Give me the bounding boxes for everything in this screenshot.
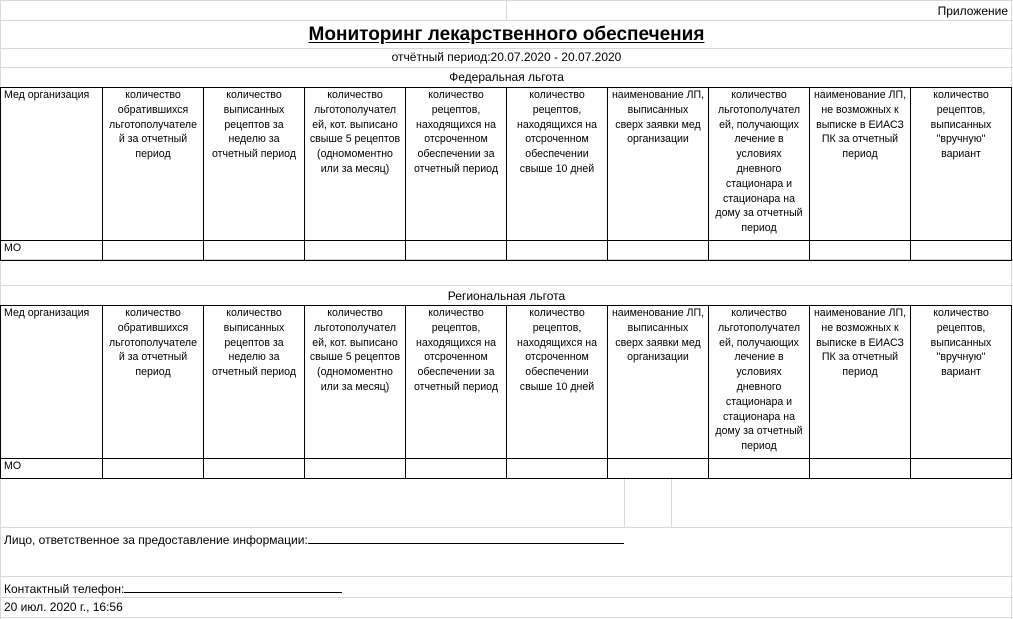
column-header-line: льготополучател: [313, 103, 397, 116]
column-header-line: льготополучателе: [108, 336, 197, 349]
data-cell[interactable]: [103, 241, 203, 260]
column-header-line: находящихся на: [415, 118, 497, 131]
column-header-line: сверх заявки мед: [615, 118, 701, 131]
column-header: [608, 306, 708, 365]
column-header-line: отчетный период: [413, 380, 499, 393]
column-header-line: не возможных к: [821, 103, 899, 116]
column-header-line: свыше 5 рецептов: [309, 351, 401, 364]
row-label: МО: [4, 242, 22, 254]
data-cell[interactable]: [305, 241, 405, 260]
column-header-line: не возможных к: [821, 321, 899, 334]
column-header-line: находящихся на: [516, 118, 598, 131]
column-header-line: период: [842, 148, 878, 161]
column-header: [305, 88, 405, 177]
column-header-line: й за отчетный: [118, 133, 188, 146]
appendix-label: Приложение: [937, 4, 1008, 18]
column-header-line: отсроченном: [525, 351, 589, 364]
column-header-line: свыше 5 рецептов: [309, 133, 401, 146]
column-header-line: обеспечении: [525, 366, 589, 379]
column-header-line: наименование ЛП,: [813, 89, 907, 101]
column-header-line: рецептов,: [532, 103, 582, 116]
column-header: [709, 306, 809, 454]
column-header-line: количество: [327, 89, 383, 101]
column-header-line: отчетный период: [211, 366, 297, 379]
column-header-line: выписанных: [627, 103, 689, 116]
timestamp: 20 июл. 2020 г., 16:56: [4, 600, 123, 614]
column-header: [1, 88, 102, 103]
table-border: [0, 87, 1, 261]
column-header-line: или за месяц): [320, 162, 390, 175]
data-cell[interactable]: [204, 459, 304, 478]
column-header-line: количество: [933, 89, 989, 101]
data-cell[interactable]: [810, 241, 910, 260]
column-header-line: свыше 10 дней: [519, 380, 595, 393]
page-title: Мониторинг лекарственного обеспечения: [308, 24, 705, 45]
column-header-line: количество: [226, 89, 282, 101]
data-cell[interactable]: [810, 459, 910, 478]
column-header-line: находящихся на: [516, 336, 598, 349]
column-header-line: рецептов,: [532, 321, 582, 334]
report-period: отчётный период:20.07.2020 - 20.07.2020: [391, 50, 622, 64]
column-header-line: отчетный период: [413, 162, 499, 175]
row-label: МО: [4, 460, 22, 472]
column-header-line: (одномоментно: [317, 366, 393, 379]
column-header-line: количество: [933, 307, 989, 319]
column-header-line: организации: [627, 133, 689, 146]
column-header-line: обеспечении: [525, 148, 589, 161]
column-header: [608, 88, 708, 147]
column-header-line: ей, кот. выписано: [312, 118, 398, 131]
column-header-line: й за отчетный: [118, 351, 188, 364]
column-header-line: количество: [226, 307, 282, 319]
column-header-line: дневного: [736, 162, 782, 175]
column-header-line: обеспечении за: [417, 148, 495, 161]
column-header-line: ей, получающих: [719, 336, 799, 349]
column-header: [204, 88, 304, 162]
responsible-blank: [308, 531, 624, 544]
column-header-line: "вручную": [936, 351, 986, 364]
column-header: [507, 306, 607, 395]
data-cell[interactable]: [507, 241, 607, 260]
phone-blank: [124, 580, 342, 593]
responsible-label: Лицо, ответственное за предоставление информации:: [4, 533, 308, 547]
column-header-line: количество: [327, 307, 383, 319]
federal-section-title: Федеральная льгота: [449, 70, 564, 84]
data-cell[interactable]: [709, 459, 809, 478]
column-header-line: лечение в: [734, 133, 784, 146]
column-header-line: рецептов за: [224, 336, 284, 349]
column-header-line: условиях: [736, 366, 782, 379]
column-header-line: дому за отчетный: [715, 207, 803, 220]
column-header-line: выписанных: [627, 321, 689, 334]
column-header: [305, 306, 405, 395]
column-header-line: обеспечении за: [417, 366, 495, 379]
column-header: [810, 88, 910, 162]
table-border: [1011, 87, 1012, 261]
column-header-line: организации: [627, 351, 689, 364]
column-header-line: количество: [125, 89, 181, 101]
column-header-line: отсроченном: [424, 351, 488, 364]
column-header-line: рецептов,: [936, 321, 986, 334]
column-header-line: период: [741, 440, 777, 453]
data-cell[interactable]: [608, 459, 708, 478]
column-header-line: период: [135, 148, 171, 161]
column-header-line: неделю за: [228, 133, 280, 146]
column-header-line: неделю за: [228, 351, 280, 364]
column-header-line: или за месяц): [320, 380, 390, 393]
data-cell[interactable]: [406, 459, 506, 478]
data-cell[interactable]: [911, 241, 1011, 260]
column-header-line: период: [135, 366, 171, 379]
column-header-line: рецептов,: [936, 103, 986, 116]
column-header-line: "вручную": [936, 133, 986, 146]
data-cell[interactable]: [709, 241, 809, 260]
column-header-line: выписанных: [223, 321, 285, 334]
column-header-line: находящихся на: [415, 336, 497, 349]
column-header-line: количество: [731, 89, 787, 101]
column-header-line: ПК за отчетный: [821, 133, 899, 146]
column-header-line: ей, получающих: [719, 118, 799, 131]
table-border: [0, 305, 1, 479]
column-header: [406, 306, 506, 395]
column-header-line: лечение в: [734, 351, 784, 364]
column-header-line: рецептов,: [431, 103, 481, 116]
column-header: [709, 88, 809, 236]
column-header: [406, 88, 506, 177]
phone-field: [4, 580, 342, 596]
data-cell[interactable]: [507, 459, 607, 478]
column-header-line: количество: [428, 89, 484, 101]
column-header-line: выписке в ЕИАСЗ: [816, 118, 904, 131]
column-header-line: стационара и: [725, 177, 793, 190]
data-cell[interactable]: [911, 459, 1011, 478]
column-header-line: сверх заявки мед: [615, 336, 701, 349]
regional-section-title: Региональная льгота: [447, 289, 566, 303]
phone-label: Контактный телефон:: [4, 582, 125, 596]
responsible-person-field: [4, 531, 624, 547]
data-cell[interactable]: [204, 241, 304, 260]
column-header-line: стационара на: [722, 410, 795, 423]
table-border: [1011, 305, 1012, 479]
column-header-line: количество: [529, 89, 585, 101]
column-header-line: свыше 10 дней: [519, 162, 595, 175]
column-header-line: выписке в ЕИАСЗ: [816, 336, 904, 349]
column-header-line: льготополучателе: [108, 118, 197, 131]
column-header-line: обратившихся: [117, 321, 189, 334]
column-header-line: (одномоментно: [317, 148, 393, 161]
column-header-line: льготополучател: [313, 321, 397, 334]
column-header: [507, 88, 607, 177]
column-header: [103, 88, 203, 162]
column-header-line: отчетный период: [211, 148, 297, 161]
column-header-line: количество: [529, 307, 585, 319]
column-header-line: льготополучател: [717, 321, 801, 334]
column-header-line: рецептов,: [431, 321, 481, 334]
column-header-line: дому за отчетный: [715, 425, 803, 438]
column-header-line: вариант: [941, 148, 981, 161]
column-header-line: льготополучател: [717, 103, 801, 116]
data-cell[interactable]: [608, 241, 708, 260]
column-header-line: период: [741, 222, 777, 235]
column-header-line: количество: [428, 307, 484, 319]
column-header-line: дневного: [736, 380, 782, 393]
data-cell[interactable]: [103, 459, 203, 478]
column-header-line: наименование ЛП,: [813, 307, 907, 319]
data-cell[interactable]: [305, 459, 405, 478]
column-header-line: период: [842, 366, 878, 379]
column-header-line: вариант: [941, 366, 981, 379]
column-header-line: количество: [125, 307, 181, 319]
column-header-line: обратившихся: [117, 103, 189, 116]
column-header-line: количество: [731, 307, 787, 319]
column-header-line: наименование ЛП,: [611, 89, 705, 101]
column-header-line: ей, кот. выписано: [312, 336, 398, 349]
column-header-line: выписанных: [223, 103, 285, 116]
column-header-line: стационара на: [722, 192, 795, 205]
column-header: [810, 306, 910, 380]
column-header-line: выписанных: [930, 118, 992, 131]
data-cell[interactable]: [406, 241, 506, 260]
column-header: [911, 306, 1011, 380]
column-header-line: условиях: [736, 148, 782, 161]
column-header: [1, 306, 102, 321]
column-header-line: Мед организация: [4, 89, 90, 101]
column-header-line: ПК за отчетный: [821, 351, 899, 364]
column-header: [204, 306, 304, 380]
column-header-line: наименование ЛП,: [611, 307, 705, 319]
column-header-line: выписанных: [930, 336, 992, 349]
column-header: [911, 88, 1011, 162]
column-header-line: рецептов за: [224, 118, 284, 131]
column-header: [103, 306, 203, 380]
column-header-line: Мед организация: [4, 307, 90, 319]
column-header-line: стационара и: [725, 395, 793, 408]
column-header-line: отсроченном: [424, 133, 488, 146]
column-header-line: отсроченном: [525, 133, 589, 146]
